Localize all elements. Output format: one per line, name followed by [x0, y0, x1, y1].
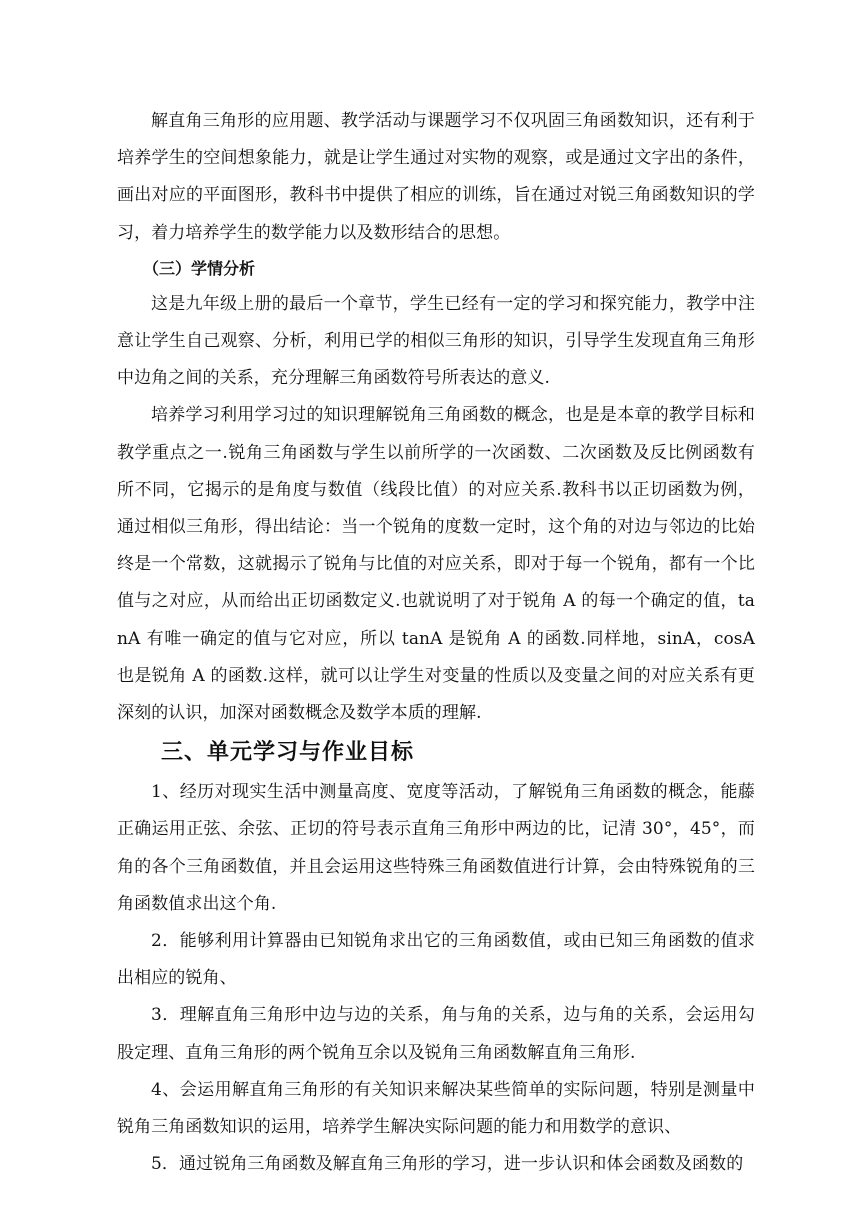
goal-item-5: 5．通过锐角三角函数及解直角三角形的学习，进一步认识和体会函数及函数的 — [151, 1154, 744, 1175]
goal-item-1: 1、经历对现实生活中测量高度、宽度等活动，了解锐角三角函数的概念，能藤正确运用正弦、余弦、正切的符号表示直角三角形中两边的比，记清 30°，45°，而角的各个三角函数值，并且会运用这些特殊三角函数值进行计算，会由特殊锐角的三角函数值求出这个角. — [117, 782, 755, 914]
goal-item-4: 4、会运用解直角三角形的有关知识来解决某些简单的实际问题，特别是测量中锐角三角函数知识的运用，培养学生解决实际问题的能力和用数学的意识、 — [117, 1079, 755, 1138]
section-heading-goals: 三、单元学习与作业目标 — [161, 740, 415, 766]
subheading-learning-analysis: （三）学情分析 — [143, 258, 256, 278]
document-body — [117, 103, 755, 1183]
intro-paragraph: 解直角三角形的应用题、教学活动与课题学习不仅巩固三角函数知识，还有利于培养学生的空间想象能力，就是让学生通过对实物的观察，或是通过文字出的条件，画出对应的平面图形，教科书中提供了相应的训练，旨在通过对锐三角函数知识的学习，着力培养学生的数学能力以及数形结合的思想。 — [117, 111, 755, 243]
analysis-paragraph-1: 这是九年级上册的最后一个章节，学生已经有一定的学习和探究能力，教学中注意让学生自己观察、分析，利用已学的相似三角形的知识，引导学生发现直角三角形中边角之间的关系，充分理解三角函数符号所表达的意义. — [117, 293, 755, 389]
goal-item-3: 3．理解直角三角形中边与边的关系，角与角的关系，边与角的关系，会运用勾股定理、直角三角形的两个锐角互余以及锐角三角函数解直角三角形. — [117, 1005, 755, 1063]
analysis-paragraph-2: 培养学习利用学习过的知识理解锐角三角函数的概念，也是是本章的教学目标和教学重点之一.锐角三角函数与学生以前所学的一次函数、二次函数及反比例函数有所不同，它揭示的是角度与数值（线段比值）的对应关系.教科书以正切函数为例，通过相似三角形，得出结论：当一个锐角的度数一定时，这个角的对边与邻边的比始终是一个常数，这就揭示了锐角与比值的对应关系，即对于每一个锐角，都有一个比值与之对应，从而给出正切函数定义.也就说明了对于锐角 A 的每一个确定的值，tanA 有唯一确定的值与它对应，所以 tanA 是锐角 A 的函数.同样地，sinA，cosA 也是锐角 A 的函数.这样，就可以让学生对变量的性质以及变量之间的对应关系有更深刻的认识，加深对函数概念及数学本质的理解. — [117, 405, 755, 724]
goal-item-2: 2．能够利用计算器由已知锐角求出它的三角函数值，或由已知三角函数的值求出相应的锐角、 — [117, 931, 755, 989]
